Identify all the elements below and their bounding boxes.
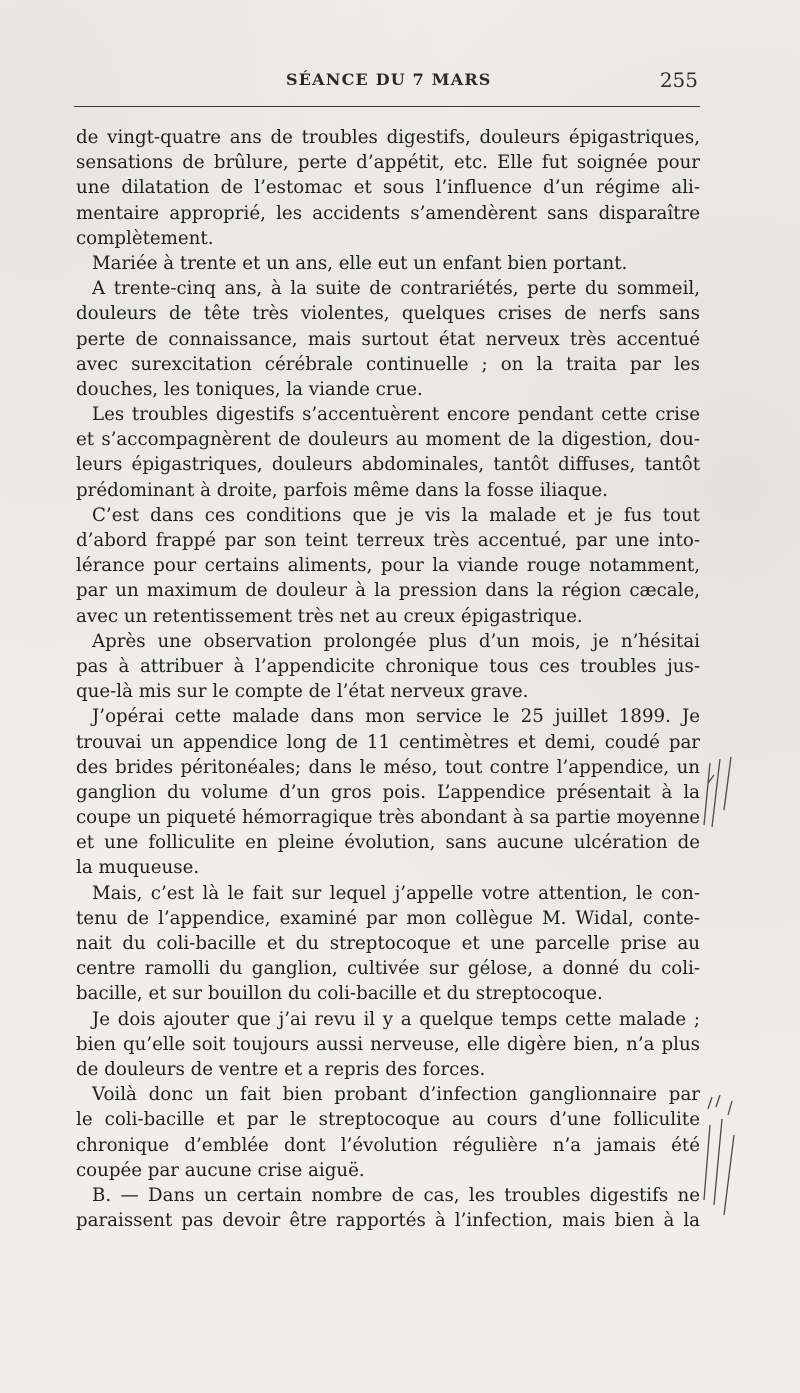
text-line: Voilà donc un fait bien probant d’infection ganglionnaire par <box>92 1084 700 1106</box>
header-title: SÉANCE DU 7 MARS <box>286 70 492 89</box>
text-line: paraissent pas devoir être rapportés à l’infection, mais bien à la <box>76 1210 700 1232</box>
text-line: leurs épigastriques, douleurs abdominales, tantôt diffuses, tantôt <box>76 454 700 476</box>
running-header <box>76 70 700 94</box>
text-line: complètement. <box>76 227 214 249</box>
text-line: Après une observation prolongée plus d’un mois, je n’hésitai <box>92 630 700 652</box>
text-line: de vingt-quatre ans de troubles digestifs, douleurs épigastriques, <box>76 127 700 148</box>
text-line: J’opérai cette malade dans mon service le 25 juillet 1899. Je <box>92 706 700 728</box>
text-line: Les troubles digestifs s’accentuèrent encore pendant cette crise <box>92 404 700 426</box>
text-line: pas à attribuer à l’appendicite chronique tous ces troubles jus- <box>76 655 700 677</box>
text-line: perte de connaissance, mais surtout état nerveux très accentué <box>76 328 700 350</box>
text-line: A trente-cinq ans, à la suite de contrariétés, perte du sommeil, <box>92 278 700 300</box>
text-line: et une folliculite en pleine évolution, sans aucune ulcération de <box>76 832 700 854</box>
body-text <box>76 125 700 1233</box>
text-line: une dilatation de l’estomac et sous l’influence d’un régime ali- <box>76 177 700 199</box>
text-line: coupe un piqueté hémorragique très abondant à sa partie moyenne <box>76 807 700 829</box>
text-line: coupée par aucune crise aiguë. <box>76 1159 365 1181</box>
text-line: des brides péritonéales; dans le méso, tout contre l’appendice, un <box>76 756 700 778</box>
header-rule <box>74 106 700 107</box>
text-line: sensations de brûlure, perte d’appétit, etc. Elle fut soignée pour <box>76 152 700 174</box>
text-line: d’abord frappé par son teint terreux très accentué, par une into- <box>76 530 700 551</box>
margin-mark-lower <box>698 1095 742 1220</box>
text-line: prédominant à droite, parfois même dans la fosse iliaque. <box>76 479 608 501</box>
text-line: ganglion du volume d’un gros pois. L’appendice présentait à la <box>76 781 700 803</box>
text-line: lérance pour certains aliments, pour la viande rouge notamment, <box>76 555 700 577</box>
text-line: avec un retentissement très net au creux épigastrique. <box>76 605 583 627</box>
page-number: 255 <box>659 68 698 92</box>
text-line: de douleurs de ventre et a repris des forces. <box>76 1058 486 1080</box>
text-line: Je dois ajouter que j’ai revu il y a quelque temps cette malade ; <box>92 1008 700 1030</box>
text-line: le coli-bacille et par le streptocoque au cours d’une folliculite <box>76 1109 700 1131</box>
text-line: la muqueuse. <box>76 857 200 879</box>
text-line: tenu de l’appendice, examiné par mon collègue M. Widal, conte- <box>76 907 700 929</box>
text-line: bacille, et sur bouillon du coli-bacille et du streptocoque. <box>76 983 603 1005</box>
text-line: B. — Dans un certain nombre de cas, les troubles digestifs ne <box>92 1184 700 1206</box>
margin-mark-upper <box>700 755 740 830</box>
text-line: trouvai un appendice long de 11 centimètres et demi, coudé par <box>76 731 700 753</box>
text-line: C’est dans ces conditions que je vis la malade et je fus tout <box>92 504 700 526</box>
text-line: douleurs de tête très violentes, quelques crises de nerfs sans <box>76 303 700 325</box>
text-line: nait du coli-bacille et du streptocoque et une parcelle prise au <box>76 933 700 954</box>
text-line: que-là mis sur le compte de l’état nerveux grave. <box>76 681 529 703</box>
text-line: avec surexcitation cérébrale continuelle ; on la traita par les <box>76 353 700 375</box>
text-line: Mais, c’est là le fait sur lequel j’appelle votre attention, le con- <box>92 882 700 904</box>
text-line: mentaire approprié, les accidents s’amendèrent sans disparaître <box>76 202 700 224</box>
text-line: et s’accompagnèrent de douleurs au moment de la digestion, dou- <box>76 429 700 451</box>
text-line: bien qu’elle soit toujours aussi nerveuse, elle digère bien, n’a plus <box>76 1033 700 1055</box>
text-line: par un maximum de douleur à la pression dans la région cæcale, <box>76 580 700 602</box>
text-line: chronique d’emblée dont l’évolution régulière n’a jamais été <box>76 1134 700 1156</box>
text-line: centre ramolli du ganglion, cultivée sur gélose, a donné du coli- <box>76 958 700 980</box>
text-line: douches, les toniques, la viande crue. <box>76 378 423 400</box>
text-line: Mariée à trente et un ans, elle eut un enfant bien portant. <box>92 252 628 274</box>
